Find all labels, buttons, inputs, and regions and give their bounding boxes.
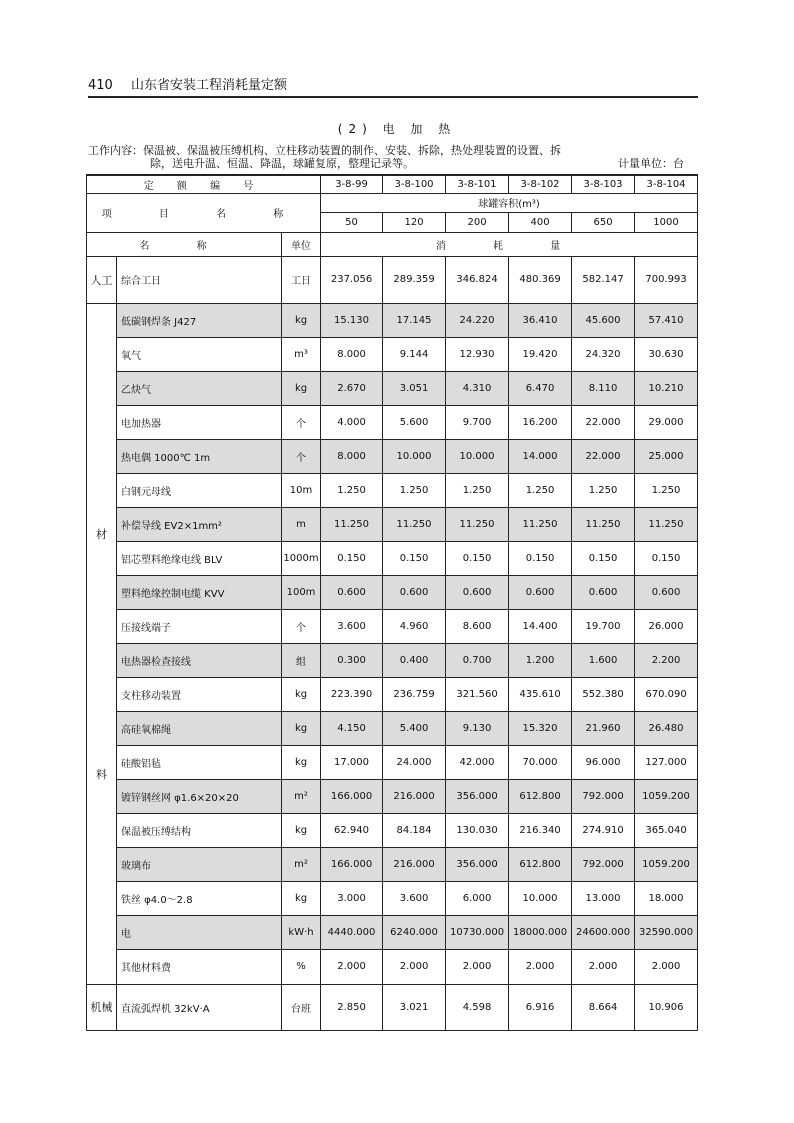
- labor-value: 289.359: [383, 256, 446, 303]
- material-value: 17.145: [383, 303, 446, 337]
- material-value: 25.000: [635, 439, 698, 473]
- material-value: 356.000: [446, 848, 509, 882]
- material-name: 氧气: [117, 337, 282, 371]
- material-name: 电热器检查接线: [117, 643, 282, 677]
- material-value: 8.000: [321, 337, 383, 371]
- quota-table: [86, 174, 698, 1031]
- material-value: 1.250: [635, 473, 698, 507]
- material-value: 8.600: [446, 609, 509, 643]
- material-unit: 10m: [282, 473, 321, 507]
- labor-value: 480.369: [509, 256, 572, 303]
- labor-value: 237.056: [321, 256, 383, 303]
- material-value: 11.250: [572, 507, 635, 541]
- material-value: 127.000: [635, 746, 698, 780]
- material-unit: m²: [282, 780, 321, 814]
- material-value: 5.600: [383, 405, 446, 439]
- labor-name: 综合工日: [117, 256, 282, 303]
- material-value: 2.000: [572, 950, 635, 984]
- material-name: 支柱移动装置: [117, 678, 282, 712]
- material-name: 硅酸铝毡: [117, 746, 282, 780]
- material-value: 0.400: [383, 643, 446, 677]
- material-value: 670.090: [635, 678, 698, 712]
- material-name: 玻璃布: [117, 848, 282, 882]
- material-value: 22.000: [572, 439, 635, 473]
- material-value: 11.250: [509, 507, 572, 541]
- material-value: 0.700: [446, 643, 509, 677]
- material-value: 10.000: [446, 439, 509, 473]
- material-name: 压接线端子: [117, 609, 282, 643]
- material-unit: kg: [282, 303, 321, 337]
- material-unit: %: [282, 950, 321, 984]
- material-value: 792.000: [572, 848, 635, 882]
- material-unit: kg: [282, 814, 321, 848]
- volume-value: 400: [509, 212, 572, 232]
- material-value: 236.759: [383, 678, 446, 712]
- machine-value: 4.598: [446, 984, 509, 1030]
- material-value: 26.000: [635, 609, 698, 643]
- material-value: 24600.000: [572, 916, 635, 950]
- material-value: 552.380: [572, 678, 635, 712]
- volume-value: 1000: [635, 212, 698, 232]
- material-unit: kg: [282, 712, 321, 746]
- machine-value: 6.916: [509, 984, 572, 1030]
- work-content-line1: 工作内容：保温被、保温被压缚机构、立柱移动装置的制作、安装、拆除，热处理装置的设置、拆: [88, 144, 561, 157]
- material-value: 15.320: [509, 712, 572, 746]
- labor-value: 582.147: [572, 256, 635, 303]
- labor-unit: 工日: [282, 256, 321, 303]
- material-value: 0.150: [635, 541, 698, 575]
- material-value: 16.200: [509, 405, 572, 439]
- material-name: 电加热器: [117, 405, 282, 439]
- machine-value: 2.850: [321, 984, 383, 1030]
- material-value: 24.320: [572, 337, 635, 371]
- material-value: 18.000: [635, 882, 698, 916]
- material-value: 0.150: [509, 541, 572, 575]
- material-value: 4.960: [383, 609, 446, 643]
- quota-code: 3-8-100: [383, 175, 446, 193]
- material-value: 1.250: [572, 473, 635, 507]
- material-value: 24.220: [446, 303, 509, 337]
- material-value: 223.390: [321, 678, 383, 712]
- machine-unit: 台班: [282, 984, 321, 1030]
- material-value: 9.144: [383, 337, 446, 371]
- category-material: [87, 303, 117, 984]
- material-unit: 100m: [282, 575, 321, 609]
- material-value: 9.130: [446, 712, 509, 746]
- material-value: 0.600: [509, 575, 572, 609]
- material-value: 216.000: [383, 780, 446, 814]
- volume-value: 120: [383, 212, 446, 232]
- material-value: 130.030: [446, 814, 509, 848]
- material-value: 6.000: [446, 882, 509, 916]
- material-value: 21.960: [572, 712, 635, 746]
- material-value: 10.000: [509, 882, 572, 916]
- material-value: 321.560: [446, 678, 509, 712]
- material-value: 26.480: [635, 712, 698, 746]
- item-name-label: 项 目 名 称: [87, 193, 321, 232]
- quota-code: 3-8-103: [572, 175, 635, 193]
- material-unit: 个: [282, 405, 321, 439]
- material-name: 其他材料费: [117, 950, 282, 984]
- material-value: 1.250: [509, 473, 572, 507]
- material-value: 0.150: [572, 541, 635, 575]
- material-value: 2.000: [446, 950, 509, 984]
- material-value: 435.610: [509, 678, 572, 712]
- material-value: 30.630: [635, 337, 698, 371]
- material-value: 1.600: [572, 643, 635, 677]
- material-value: 0.600: [446, 575, 509, 609]
- material-value: 3.000: [321, 882, 383, 916]
- material-value: 45.600: [572, 303, 635, 337]
- material-value: 0.600: [572, 575, 635, 609]
- material-value: 1.200: [509, 643, 572, 677]
- material-value: 29.000: [635, 405, 698, 439]
- material-value: 11.250: [383, 507, 446, 541]
- machine-name: 直流弧焊机 32kV·A: [117, 984, 282, 1030]
- material-value: 6.470: [509, 371, 572, 405]
- material-value: 13.000: [572, 882, 635, 916]
- material-value: 612.800: [509, 848, 572, 882]
- material-name: 乙炔气: [117, 371, 282, 405]
- tank-volume-label: 球罐容积(m³): [321, 193, 698, 212]
- page-header: [88, 74, 698, 98]
- material-value: 3.600: [321, 609, 383, 643]
- material-value: 10.210: [635, 371, 698, 405]
- material-unit: kg: [282, 882, 321, 916]
- material-value: 10.000: [383, 439, 446, 473]
- quota-code-label: 定 额 编 号: [87, 175, 321, 193]
- material-name: 热电偶 1000℃ 1m: [117, 439, 282, 473]
- material-value: 17.000: [321, 746, 383, 780]
- material-value: 32590.000: [635, 916, 698, 950]
- category-machine: 机械: [87, 984, 117, 1030]
- material-value: 2.000: [509, 950, 572, 984]
- material-value: 1.250: [446, 473, 509, 507]
- unit-header: 单位: [282, 232, 321, 256]
- material-value: 0.600: [321, 575, 383, 609]
- material-value: 4440.000: [321, 916, 383, 950]
- material-value: 0.150: [383, 541, 446, 575]
- material-value: 4.150: [321, 712, 383, 746]
- material-value: 22.000: [572, 405, 635, 439]
- material-value: 1.250: [383, 473, 446, 507]
- material-value: 11.250: [635, 507, 698, 541]
- material-value: 1059.200: [635, 848, 698, 882]
- material-name: 补偿导线 EV2×1mm²: [117, 507, 282, 541]
- material-value: 14.400: [509, 609, 572, 643]
- material-value: 0.150: [321, 541, 383, 575]
- material-unit: kg: [282, 746, 321, 780]
- material-value: 8.000: [321, 439, 383, 473]
- material-value: 792.000: [572, 780, 635, 814]
- material-value: 274.910: [572, 814, 635, 848]
- material-value: 11.250: [321, 507, 383, 541]
- volume-value: 200: [446, 212, 509, 232]
- material-value: 62.940: [321, 814, 383, 848]
- material-value: 70.000: [509, 746, 572, 780]
- material-value: 2.200: [635, 643, 698, 677]
- material-value: 57.410: [635, 303, 698, 337]
- material-value: 4.000: [321, 405, 383, 439]
- work-content: [88, 144, 698, 170]
- material-value: 8.110: [572, 371, 635, 405]
- material-value: 2.000: [383, 950, 446, 984]
- machine-value: 3.021: [383, 984, 446, 1030]
- name-header: 名 称: [87, 232, 282, 256]
- quota-code: 3-8-104: [635, 175, 698, 193]
- material-value: 0.600: [635, 575, 698, 609]
- page-number: 410: [88, 78, 113, 93]
- consumption-header: 消 耗 量: [321, 232, 698, 256]
- material-value: 216.000: [383, 848, 446, 882]
- material-value: 166.000: [321, 780, 383, 814]
- material-value: 14.000: [509, 439, 572, 473]
- material-unit: 1000m: [282, 541, 321, 575]
- material-value: 6240.000: [383, 916, 446, 950]
- material-name: 保温被压缚结构: [117, 814, 282, 848]
- material-unit: 个: [282, 609, 321, 643]
- material-value: 24.000: [383, 746, 446, 780]
- material-value: 36.410: [509, 303, 572, 337]
- quota-code: 3-8-102: [509, 175, 572, 193]
- material-value: 4.310: [446, 371, 509, 405]
- material-value: 1059.200: [635, 780, 698, 814]
- material-value: 11.250: [446, 507, 509, 541]
- material-value: 84.184: [383, 814, 446, 848]
- material-value: 96.000: [572, 746, 635, 780]
- volume-value: 650: [572, 212, 635, 232]
- category-material-bottom: 料: [96, 767, 107, 781]
- category-material-top: 材: [96, 527, 107, 541]
- material-unit: kg: [282, 678, 321, 712]
- material-name: 高硅氧棉绳: [117, 712, 282, 746]
- material-value: 0.600: [383, 575, 446, 609]
- material-value: 3.600: [383, 882, 446, 916]
- quota-code: 3-8-99: [321, 175, 383, 193]
- labor-value: 346.824: [446, 256, 509, 303]
- material-value: 12.930: [446, 337, 509, 371]
- material-value: 216.340: [509, 814, 572, 848]
- material-value: 166.000: [321, 848, 383, 882]
- material-value: 3.051: [383, 371, 446, 405]
- category-labor: 人工: [87, 256, 117, 303]
- machine-value: 10.906: [635, 984, 698, 1030]
- material-value: 18000.000: [509, 916, 572, 950]
- material-value: 19.420: [509, 337, 572, 371]
- material-unit: m²: [282, 848, 321, 882]
- material-name: 塑料绝缘控制电缆 KVV: [117, 575, 282, 609]
- material-name: 铁丝 φ4.0～2.8: [117, 882, 282, 916]
- material-value: 2.670: [321, 371, 383, 405]
- material-unit: 组: [282, 643, 321, 677]
- work-content-line2: 除，送电升温、恒温、降温，球罐复原，整理记录等。: [150, 157, 414, 170]
- section-title: (2) 电 加 热: [337, 122, 457, 136]
- machine-value: 8.664: [572, 984, 635, 1030]
- material-value: 0.150: [446, 541, 509, 575]
- material-value: 2.000: [635, 950, 698, 984]
- quota-code: 3-8-101: [446, 175, 509, 193]
- material-value: 356.000: [446, 780, 509, 814]
- material-value: 10730.000: [446, 916, 509, 950]
- material-value: 42.000: [446, 746, 509, 780]
- measurement-unit: 计量单位：台: [618, 157, 684, 170]
- material-name: 电: [117, 916, 282, 950]
- material-name: 低碳钢焊条 J427: [117, 303, 282, 337]
- material-name: 铝芯塑料绝缘电线 BLV: [117, 541, 282, 575]
- material-value: 612.800: [509, 780, 572, 814]
- material-unit: m³: [282, 337, 321, 371]
- labor-value: 700.993: [635, 256, 698, 303]
- material-unit: kg: [282, 371, 321, 405]
- material-name: 白钢元母线: [117, 473, 282, 507]
- material-value: 0.300: [321, 643, 383, 677]
- material-value: 15.130: [321, 303, 383, 337]
- material-value: 9.700: [446, 405, 509, 439]
- material-value: 5.400: [383, 712, 446, 746]
- material-name: 镀锌钢丝网 φ1.6×20×20: [117, 780, 282, 814]
- material-value: 1.250: [321, 473, 383, 507]
- material-value: 19.700: [572, 609, 635, 643]
- material-value: 2.000: [321, 950, 383, 984]
- book-title: 山东省安装工程消耗量定额: [130, 78, 287, 93]
- volume-value: 50: [321, 212, 383, 232]
- material-unit: kW·h: [282, 916, 321, 950]
- material-unit: 个: [282, 439, 321, 473]
- material-value: 365.040: [635, 814, 698, 848]
- material-unit: m: [282, 507, 321, 541]
